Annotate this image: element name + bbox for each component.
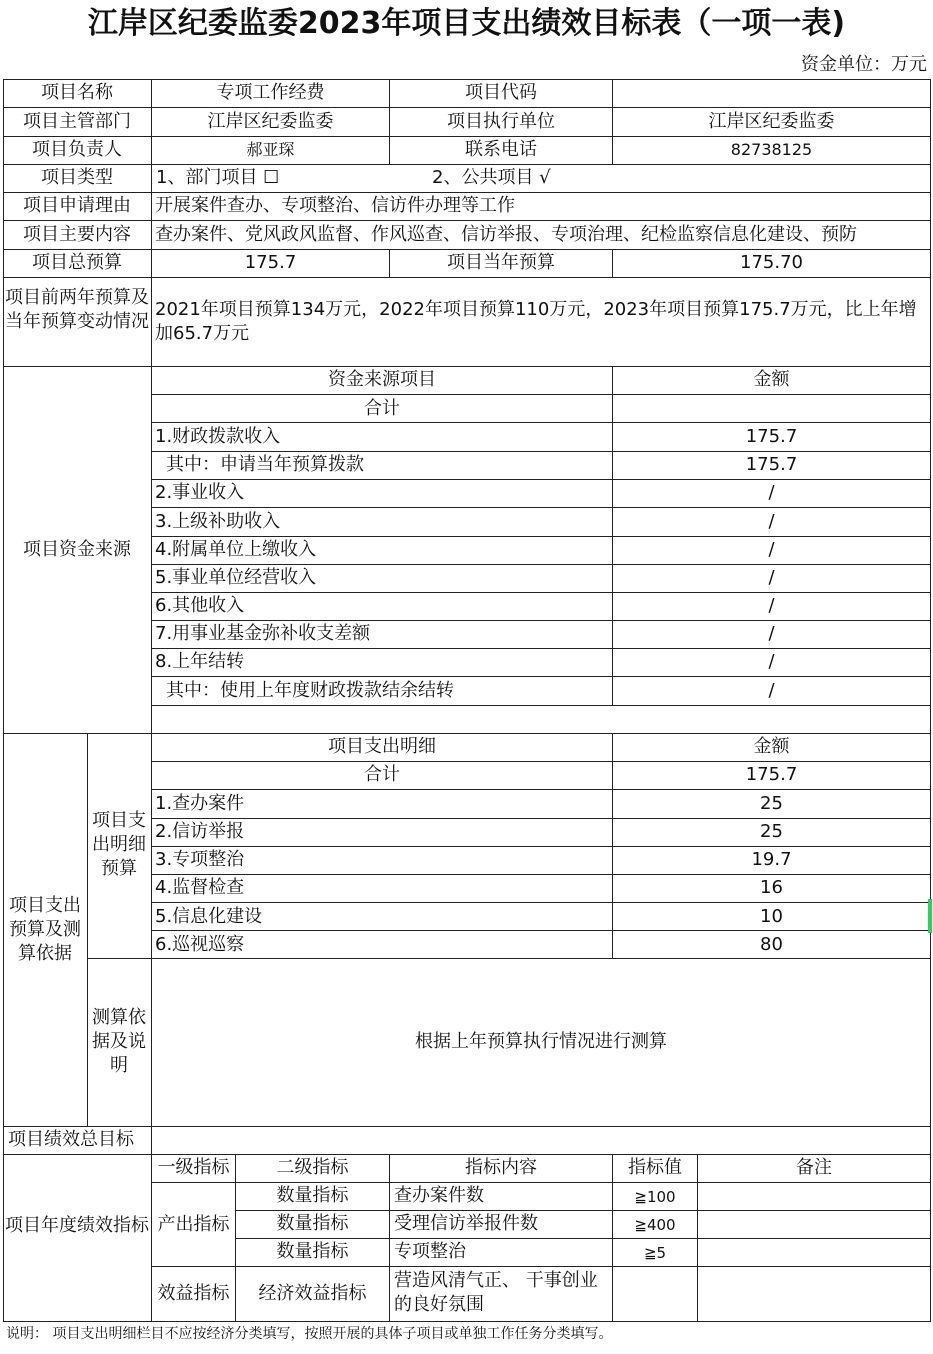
exec-unit-label: 项目执行单位 (447, 111, 555, 132)
funding-col-item: 资金来源项目 (328, 369, 436, 390)
leader-value: 郝亚琛 (246, 140, 295, 159)
budget-change-value: 2021年项目预算134万元，2022年项目预算110万元，2023年项目预算175.7万元，比上年增加65.7万元 (155, 299, 917, 344)
expense-row: 6.巡视巡察 (155, 934, 245, 955)
project-name-label: 项目名称 (41, 82, 113, 103)
expense-row: 5.信息化建设 (155, 906, 263, 927)
funding-row: 5.事业单位经营收入 (155, 567, 317, 588)
funding-source-label: 项目资金来源 (23, 539, 131, 560)
type-option-public: 2、公共项目 √ (432, 167, 551, 188)
funding-row: 2.事业收入 (155, 482, 245, 503)
scroll-indicator[interactable] (928, 899, 932, 933)
content-value: 查办案件、党风政风监督、作风巡查、信访举报、专项治理、纪检监察信息化建设、预防 (155, 224, 857, 245)
expense-outer-label: 项目支出预算及测算依据 (9, 895, 81, 964)
expense-row: 2.信访举报 (155, 821, 245, 842)
funding-row: 其中：申请当年预算拨款 (166, 454, 364, 475)
funding-amount: / (768, 680, 775, 701)
expense-row: 合计 (364, 764, 400, 785)
reason-value: 开展案件查办、专项整治、信访件办理等工作 (155, 195, 515, 216)
expense-detail-label: 项目支出明细预算 (92, 810, 146, 879)
expense-amount: 10 (760, 906, 783, 927)
funding-row: 6.其他收入 (155, 595, 245, 616)
expense-amount: 25 (760, 821, 783, 842)
funding-row: 3.上级补助收入 (155, 511, 281, 532)
header-remark: 备注 (796, 1157, 832, 1178)
indicator-value: ≧5 (643, 1244, 667, 1262)
indicator-content: 查办案件数 (394, 1185, 484, 1206)
footnote: 说明： 项目支出明细栏目不应按经济分类填写，按照开展的具体子项目或单独工作任务分类填写。 (6, 1326, 613, 1342)
expense-col-amount: 金额 (753, 736, 790, 757)
page-title: 江岸区纪委监委2023年项目支出绩效目标表（一项一表) (87, 6, 846, 41)
expense-amount: 16 (760, 877, 783, 898)
year-budget-value: 175.70 (740, 252, 803, 273)
annual-indicator-label: 项目年度绩效指标 (5, 1215, 149, 1236)
calc-basis-value: 根据上年预算执行情况进行测算 (415, 1031, 667, 1052)
indicator-content: 受理信访举报件数 (394, 1213, 538, 1234)
header-content: 指标内容 (465, 1157, 537, 1178)
phone-value: 82738125 (730, 140, 813, 159)
funding-amount: / (768, 595, 775, 616)
funding-amount: 175.7 (745, 454, 798, 475)
project-code-label: 项目代码 (465, 82, 537, 103)
indicator-value: ≧100 (634, 1188, 676, 1206)
expense-amount: 19.7 (751, 849, 792, 870)
total-budget-value: 175.7 (244, 252, 297, 273)
funding-amount: / (768, 539, 775, 560)
funding-amount: 175.7 (745, 426, 798, 447)
expense-amount: 80 (760, 934, 783, 955)
year-budget-label: 项目当年预算 (447, 252, 555, 273)
expense-row: 4.监督检查 (155, 877, 245, 898)
type-option-dept: 1、部门项目 ☐ (156, 167, 280, 188)
reason-label: 项目申请理由 (23, 195, 131, 216)
phone-label: 联系电话 (465, 139, 537, 160)
dept-value: 江岸区纪委监委 (207, 111, 334, 132)
funding-amount: / (768, 567, 775, 588)
indicator-value: ≧400 (634, 1216, 676, 1234)
funding-amount: / (768, 482, 775, 503)
benefit-indicator-label: 效益指标 (157, 1283, 230, 1304)
expense-row: 1.查办案件 (155, 793, 245, 814)
funding-row: 1.财政拨款收入 (155, 426, 281, 447)
indicator-level2: 经济效益指标 (258, 1283, 367, 1304)
expense-col-item: 项目支出明细 (328, 736, 436, 757)
funding-row: 7.用事业基金弥补收支差额 (155, 623, 371, 644)
calc-basis-label: 测算依据及说明 (92, 1007, 146, 1076)
currency-unit: 资金单位：万元 (801, 54, 927, 75)
funding-amount: / (768, 511, 775, 532)
type-label: 项目类型 (41, 167, 113, 188)
indicator-level2: 数量指标 (276, 1241, 349, 1262)
funding-row: 合计 (364, 398, 400, 419)
funding-amount: / (768, 651, 775, 672)
funding-row: 8.上年结转 (155, 651, 245, 672)
funding-row: 4.附属单位上缴收入 (155, 539, 317, 560)
content-label: 项目主要内容 (23, 224, 131, 245)
funding-col-amount: 金额 (753, 369, 790, 390)
expense-row: 3.专项整治 (155, 849, 245, 870)
funding-row: 其中：使用上年度财政拨款结余结转 (166, 680, 454, 701)
output-indicator-label: 产出指标 (157, 1214, 230, 1235)
leader-label: 项目负责人 (32, 139, 122, 160)
funding-amount: / (768, 623, 775, 644)
indicator-content: 专项整治 (394, 1241, 466, 1262)
indicator-content: 营造风清气正、 干事创业的良好氛围 (394, 1270, 598, 1315)
header-level1: 一级指标 (157, 1157, 230, 1178)
expense-amount: 25 (760, 793, 783, 814)
expense-amount: 175.7 (745, 764, 798, 785)
total-budget-label: 项目总预算 (32, 252, 122, 273)
project-name-value: 专项工作经费 (216, 82, 325, 103)
header-value: 指标值 (628, 1157, 682, 1178)
budget-change-label: 项目前两年预算及当年预算变动情况 (5, 287, 149, 332)
header-level2: 二级指标 (276, 1157, 349, 1178)
exec-unit-value: 江岸区纪委监委 (708, 111, 835, 132)
overall-goal-label: 项目绩效总目标 (8, 1129, 134, 1150)
dept-label: 项目主管部门 (23, 111, 131, 132)
indicator-level2: 数量指标 (276, 1185, 349, 1206)
indicator-level2: 数量指标 (276, 1213, 349, 1234)
